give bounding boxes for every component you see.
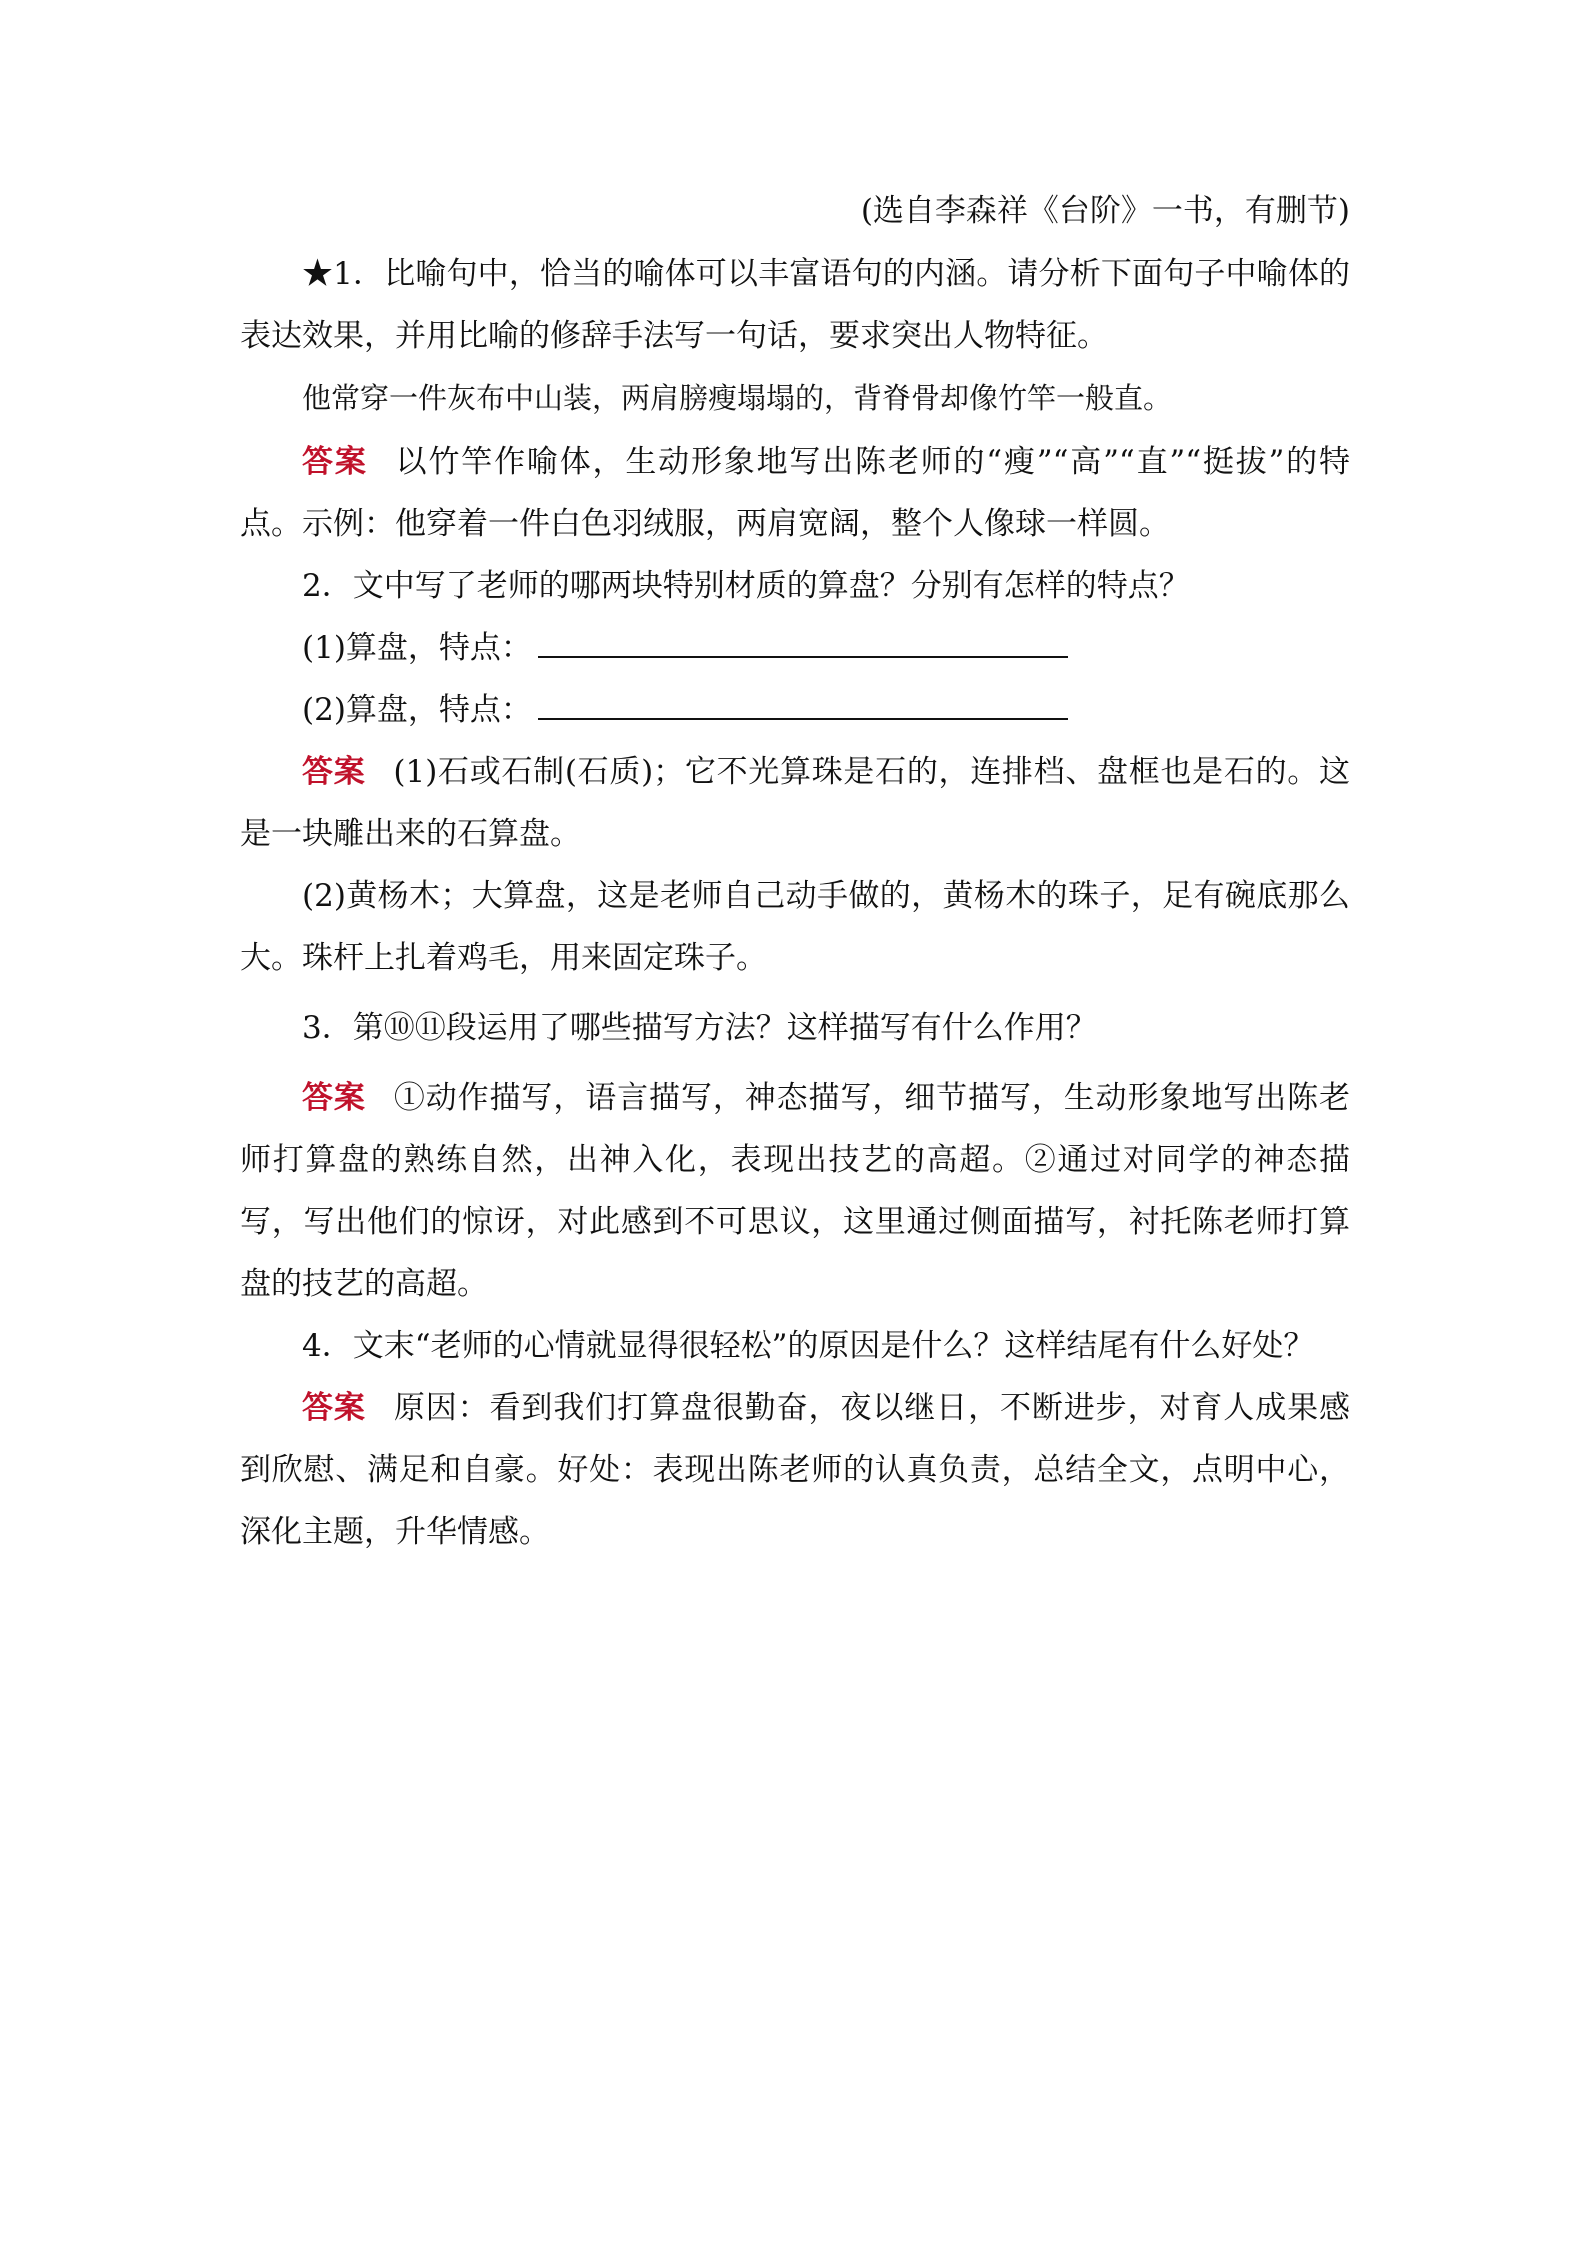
blank-1-label: (1)算盘，特点： — [302, 630, 532, 666]
blank-line-2[interactable] — [538, 686, 1068, 720]
source-note: (选自李森祥《台阶》一书，有删节) — [860, 193, 1350, 229]
question-4: 4．文末“老师的心情就显得很轻松”的原因是什么？这样结尾有什么好处？ — [302, 1328, 1315, 1364]
document-content — [240, 185, 1350, 1563]
answer-1-text: 以竹竿作喻体，生动形象地写出陈老师的“瘦”“高”“直”“挺拔”的特点。示例：他穿着一件白色羽绒服，两肩宽阔，整个人像球一样圆。 — [240, 444, 1351, 542]
answer-4 — [240, 1377, 1350, 1563]
answer-1 — [240, 431, 1350, 555]
question-1: ★1．比喻句中，恰当的喻体可以丰富语句的内涵。请分析下面句子中喻体的表达效果，并用比喻的修辞手法写一句话，要求突出人物特征。 — [240, 256, 1350, 354]
answer-4-text: 原因：看到我们打算盘很勤奋，夜以继日，不断进步，对育人成果感到欣慰、满足和自豪。好处：表现出陈老师的认真负责，总结全文，点明中心，深化主题，升华情感。 — [240, 1390, 1351, 1550]
question-3: 3．第⑩⑪段运用了哪些描写方法？这样描写有什么作用？ — [302, 1010, 1097, 1046]
answer-2-part-2: (2)黄杨木；大算盘，这是老师自己动手做的，黄杨木的珠子，足有碗底那么大。珠杆上扎着鸡毛，用来固定珠子。 — [240, 878, 1350, 976]
answer-2-text-1: (1)石或石制(石质)；它不光算珠是石的，连排档、盘框也是石的。这是一块雕出来的石算盘。 — [240, 754, 1350, 852]
answer-label: 答案 — [302, 444, 368, 480]
blank-2-label: (2)算盘，特点： — [302, 692, 532, 728]
blank-line-1[interactable] — [538, 624, 1068, 658]
question-1-quote: 他常穿一件灰布中山装，两肩膀瘦塌塌的，背脊骨却像竹竿一般直。 — [302, 381, 1173, 415]
answer-3 — [240, 1067, 1350, 1315]
question-2: 2．文中写了老师的哪两块特别材质的算盘？分别有怎样的特点？ — [302, 568, 1190, 604]
answer-label: 答案 — [302, 1390, 366, 1426]
question-2-blank-1 — [240, 617, 1350, 679]
answer-label: 答案 — [302, 1080, 366, 1116]
answer-2-part-1 — [240, 741, 1350, 865]
question-2-blank-2 — [240, 679, 1350, 741]
answer-label: 答案 — [302, 754, 366, 790]
answer-3-text: ①动作描写，语言描写，神态描写，细节描写，生动形象地写出陈老师打算盘的熟练自然，出神入化，表现出技艺的高超。②通过对同学的神态描写，写出他们的惊讶，对此感到不可思议，这里通过侧面描写，衬托陈老师打算盘的技艺的高超。 — [240, 1080, 1351, 1302]
